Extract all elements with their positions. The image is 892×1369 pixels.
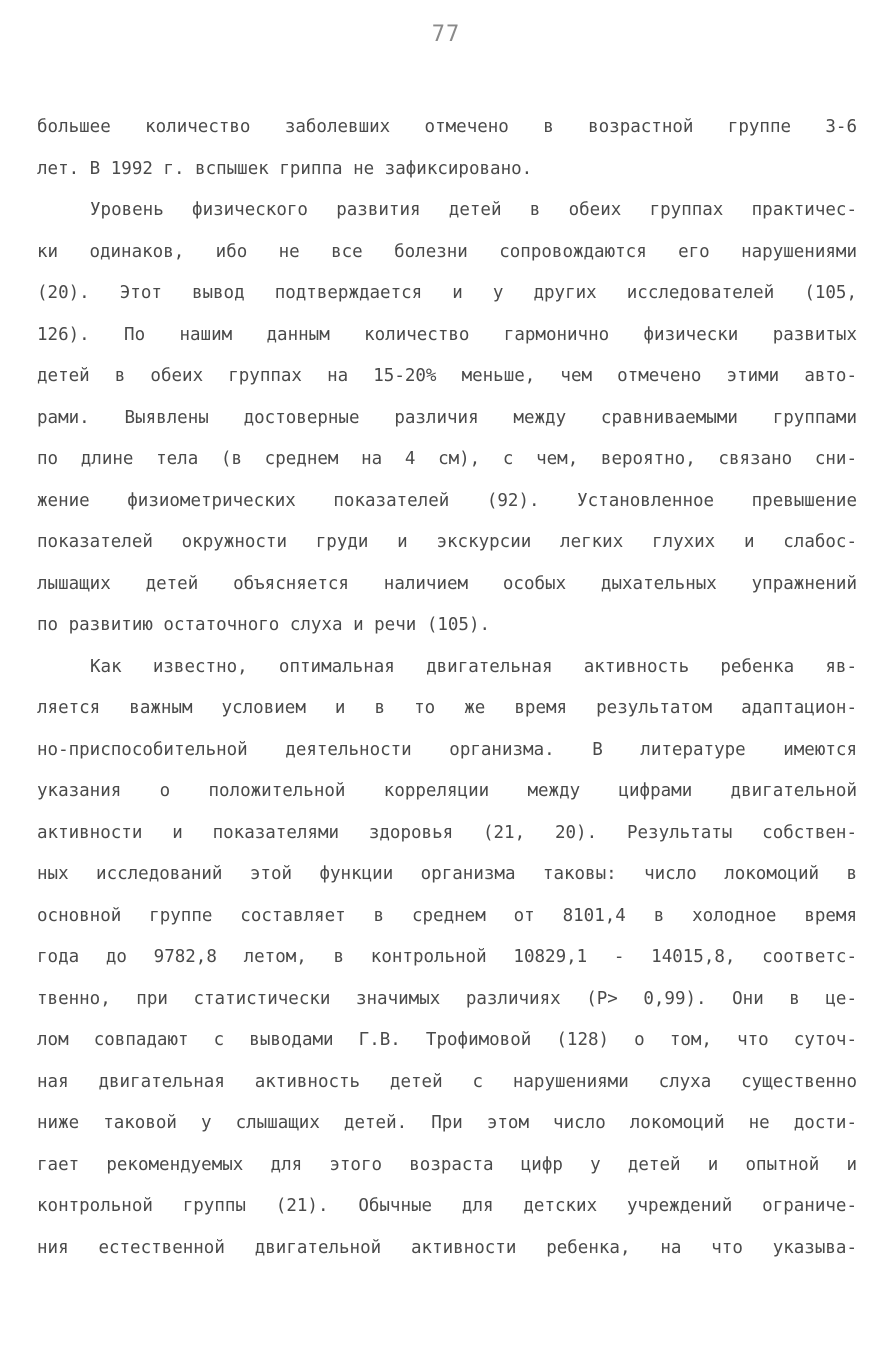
body-text (37, 107, 857, 1269)
text-line: ляется важным условием и в то же время результатом адаптацион- (37, 698, 857, 718)
text-line: по развитию остаточного слуха и речи (105). (37, 615, 491, 635)
text-line: жение физиометрических показателей (92). Установленное превышение (37, 490, 857, 511)
text-line: большее количество заболевших отмечено в возрастной группе 3-6 (37, 117, 857, 137)
text-line: Как известно, оптимальная двигательная активность ребенка яв- (90, 656, 857, 677)
text-line: лышащих детей объясняется наличием особых дыхательных упражнений (37, 573, 857, 594)
text-line: активности и показателями здоровья (21, 20). Результаты собствен- (37, 822, 857, 843)
text-line: основной группе составляет в среднем от 8101,4 в холодное время (37, 905, 857, 926)
text-line: ниже таковой у слышащих детей. При этом число локомоций не дости- (37, 1113, 857, 1133)
text-line: рами. Выявлены достоверные различия между сравниваемыми группами (37, 407, 857, 428)
text-line: ния естественной двигательной активности ребенка, на что указыва- (37, 1237, 857, 1258)
text-line: ная двигательная активность детей с нарушениями слуха существенно (37, 1071, 857, 1092)
text-line: контрольной группы (21). Обычные для детских учреждений ограниче- (37, 1196, 857, 1216)
text-line: года до 9782,8 летом, в контрольной 10829,1 - 14015,8, соответс- (37, 947, 857, 967)
text-line: показателей окружности груди и экскурсии легких глухих и слабос- (37, 532, 857, 552)
text-line: лет. В 1992 г. вспышек гриппа не зафиксировано. (37, 158, 533, 179)
text-line: гает рекомендуемых для этого возраста цифр у детей и опытной и (37, 1154, 857, 1175)
text-line: указания о положительной корреляции между цифрами двигательной (37, 781, 857, 801)
text-line: (20). Этот вывод подтверждается и у других исследователей (105, (37, 283, 857, 303)
text-line: детей в обеих группах на 15-20% меньше, чем отмечено этими авто- (37, 366, 857, 386)
text-line: 126). По нашим данным количество гармонично физически развитых (37, 324, 857, 345)
text-line: Уровень физического развития детей в обеих группах практичес- (90, 200, 857, 220)
text-line: по длине тела (в среднем на 4 см), с чем, вероятно, связано сни- (37, 449, 857, 469)
text-line: лом совпадают с выводами Г.В. Трофимовой (128) о том, что суточ- (37, 1030, 857, 1050)
text-line: ных исследований этой функции организма таковы: число локомоций в (37, 864, 857, 884)
text-line: твенно, при статистически значимых различиях (P> 0,99). Они в це- (37, 988, 857, 1009)
page-number: 77 (431, 22, 461, 47)
text-line: но-приспособительной деятельности организма. В литературе имеются (37, 739, 857, 760)
text-line: ки одинаков, ибо не все болезни сопровождаются его нарушениями (37, 241, 857, 262)
